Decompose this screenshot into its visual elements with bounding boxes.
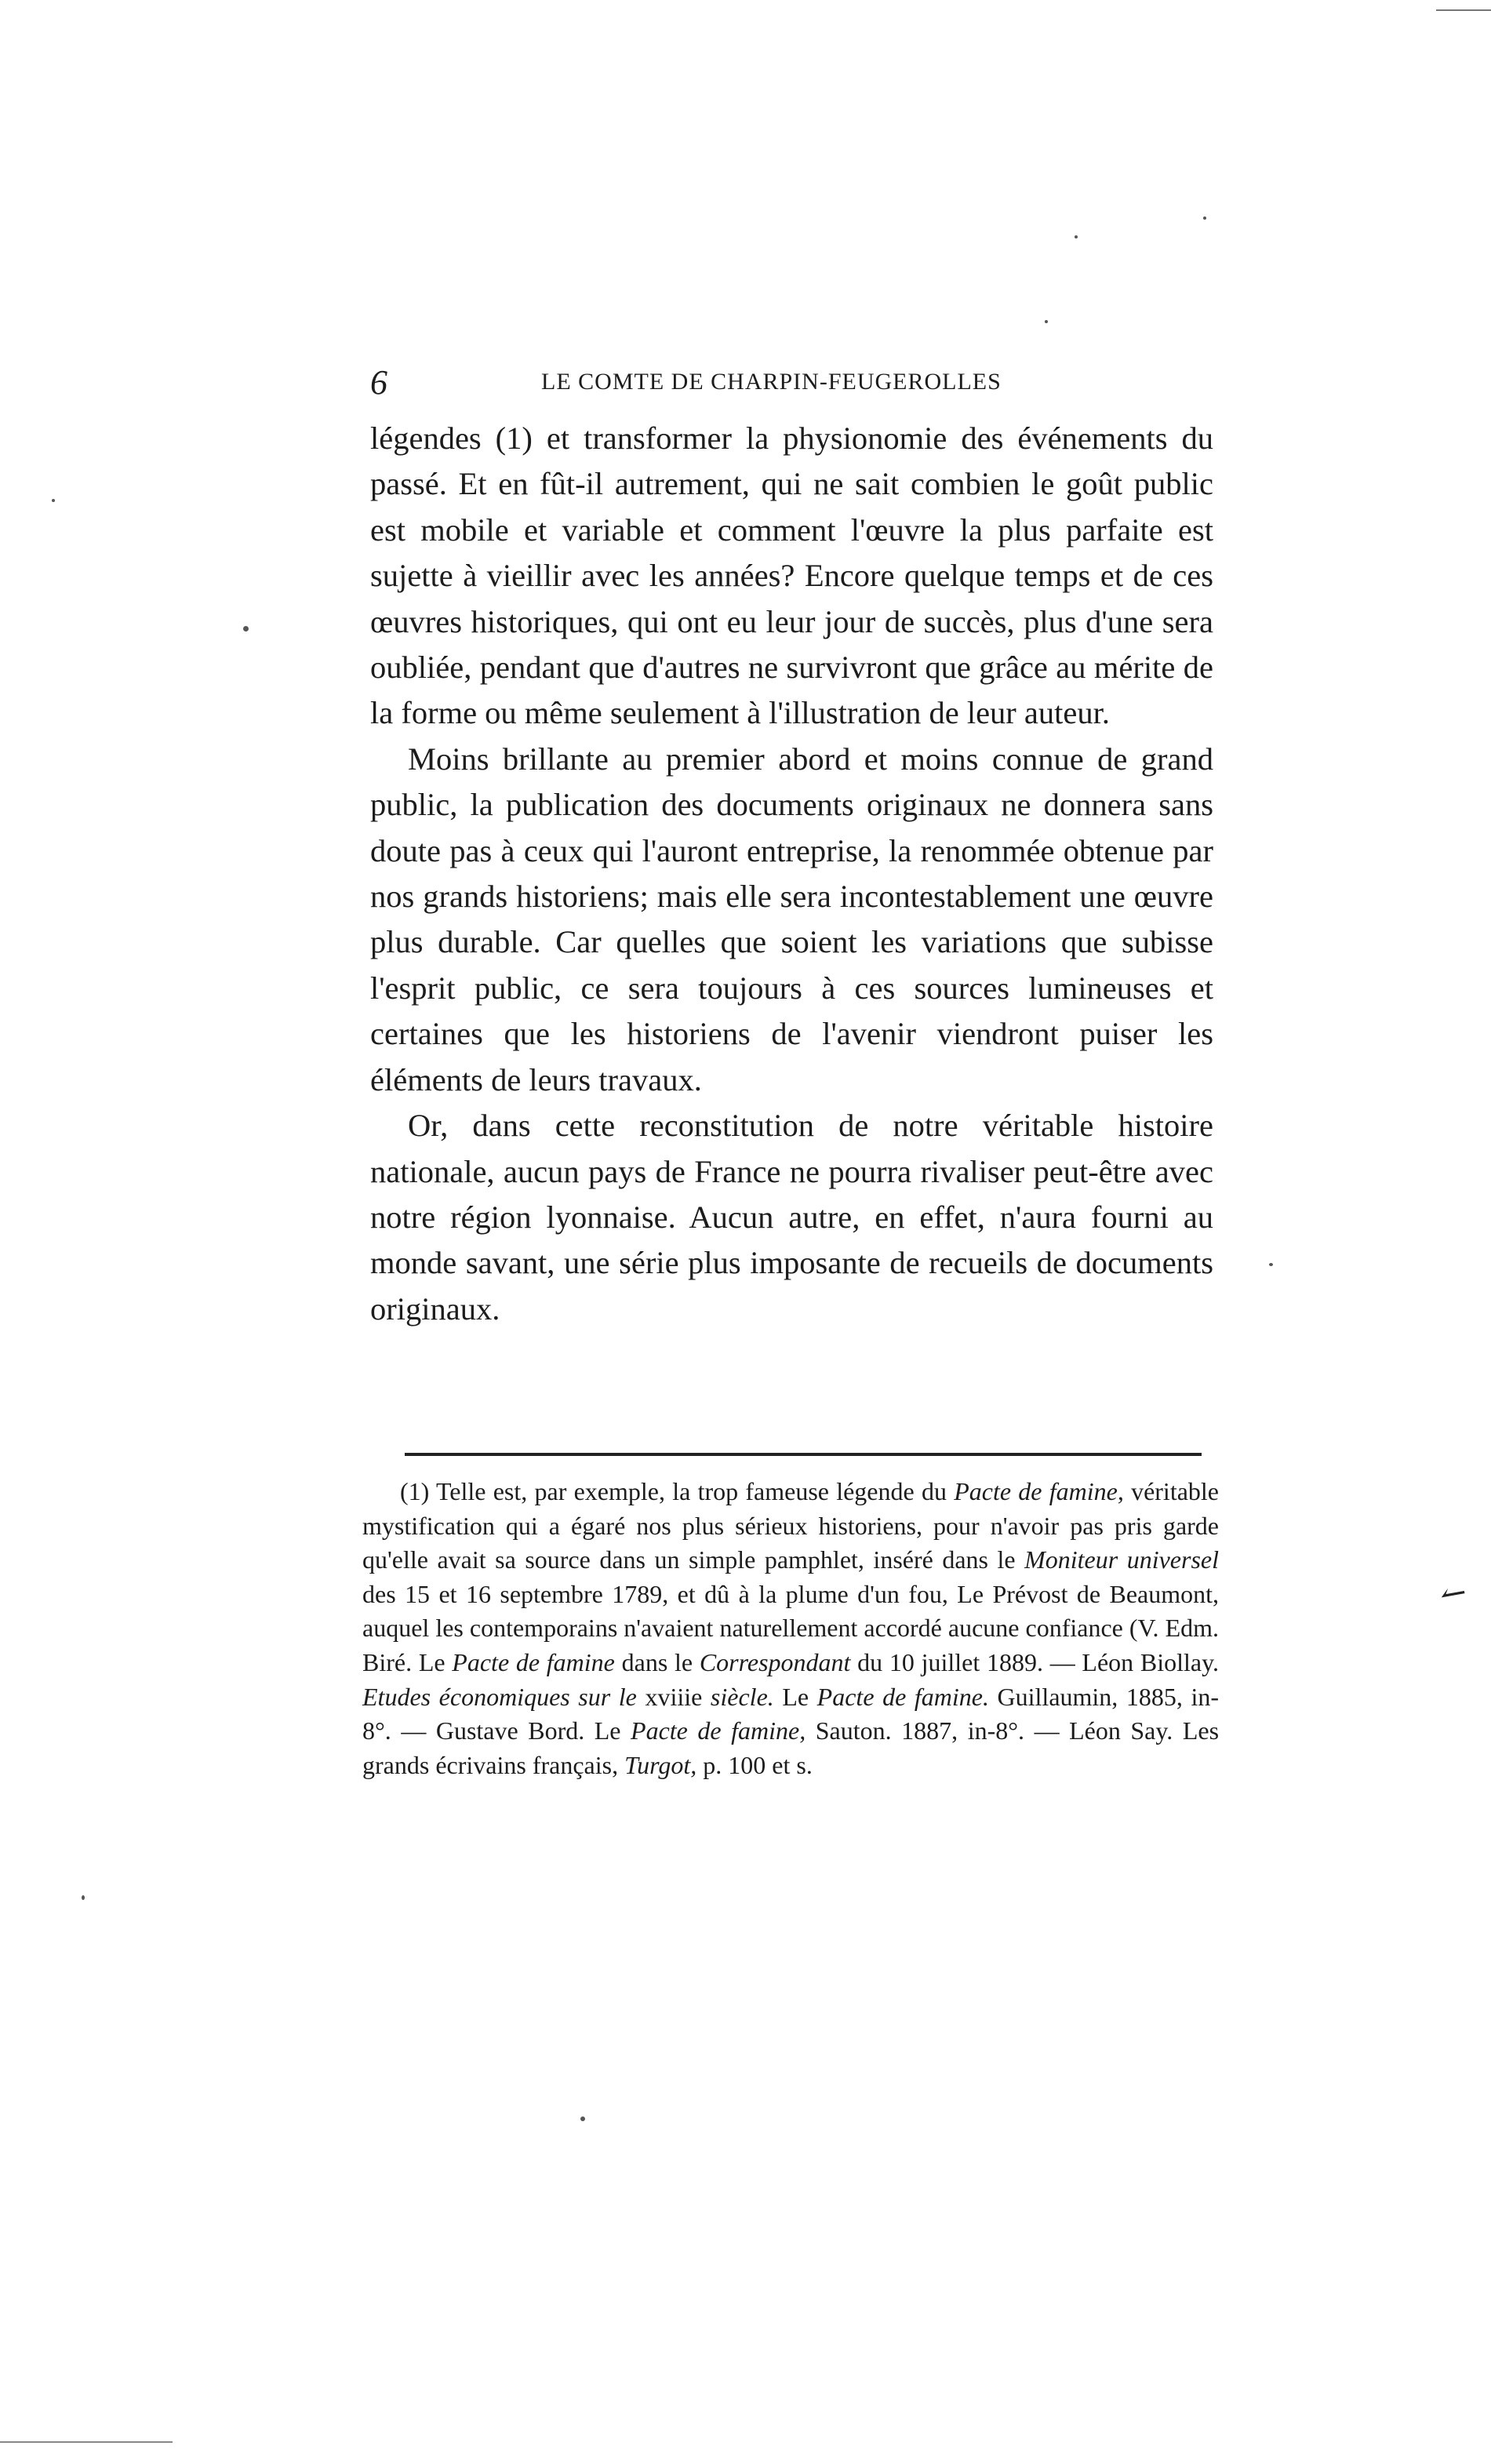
footnote-italic: siècle. [710,1682,774,1711]
speck [580,2116,585,2121]
footnote-text: p. 100 et s. [696,1750,813,1779]
speck [1269,1263,1273,1266]
scan-edge-mark [0,2441,173,2443]
speck [243,626,249,631]
footnote-italic: Moniteur universel [1024,1545,1220,1574]
paragraph-3: Or, dans cette reconstitution de notre véritable histoire nationale, aucun pays de France ne pourra rivaliser peut-être avec notre région lyonnaise. Aucun autre, en effet, n'aura fourni au monde savant, une série plus imposante de recueils de documents originaux. [370,1108,1213,1327]
footnote-italic: Pacte de famine, [631,1716,806,1745]
speck [52,499,55,502]
footnote-text: xviiie [636,1682,711,1711]
speck [1203,217,1206,220]
scan-edge-mark [1436,9,1491,11]
main-text [370,416,1213,1332]
footnote-italic: Correspondant [699,1647,851,1676]
footnote-italic: Turgot, [624,1750,697,1779]
paragraph-1: légendes (1) et transformer la physionomie des événements du passé. Et en fût-il autrement, qui ne sait combien le goût public est mobile et variable et comment l'œuvre la plus parfaite est sujette à vieillir avec les années? Encore quelque temps et de ces œuvres historiques, qui ont eu leur jour de succès, plus d'une sera oubliée, pendant que d'autres ne survivront que grâce au mérite de la forme ou même seulement à l'illustration de leur auteur. [370,420,1213,731]
margin-pen-mark-icon: ↼ [1437,1574,1470,1614]
speck [82,1895,85,1900]
footnote-italic: Etudes économiques sur le [362,1682,637,1711]
footnote-text: des 15 et 16 septembre 1789, et dû à la plume d'un fou, Le Prévost de Beaumont, auquel les contemporains n'avaient naturellement accordé aucune confiance (V. Edm. Biré. Le [362,1579,1219,1676]
footnote-text: Sauton. 1887, in-8°. — Léon Say. Les grands écrivains français, [362,1716,1220,1779]
running-title: LE COMTE DE CHARPIN-FEUGEROLLES [541,369,1002,395]
page-header [370,362,1231,402]
speck [1045,320,1048,323]
footnote-text: Le [773,1682,817,1711]
footnote-text: du 10 juillet 1889. — Léon Biollay. [850,1647,1220,1676]
footnote-italic: Pacte de famine, [954,1477,1124,1505]
footnote-italic: Pacte de famine. [816,1682,989,1711]
page-number: 6 [370,363,387,402]
footnote-text: Guillaumin, 1885, in-8°. — Gustave Bord. Le [362,1682,1220,1745]
footnote-separator [405,1453,1202,1456]
footnote-text: dans le [614,1647,700,1676]
footnote-text: véritable mystification qui a égaré nos plus sérieux historiens, pour n'avoir pas pris garde qu'elle avait sa source dans un simple pamphlet, inséré dans le [362,1477,1220,1574]
footnote-text: (1) Telle est, par exemple, la trop fameuse légende du [400,1477,955,1505]
paragraph-2: Moins brillante au premier abord et moins connue de grand public, la publication des documents originaux ne donnera sans doute pas à ceux qui l'auront entreprise, la renommée obtenue par nos grands historiens; mais elle sera incontestablement une œuvre plus durable. Car quelles que soient les variations que subisse l'esprit public, ce sera toujours à ces sources lumineuses et certaines que les historiens de l'avenir viendront puiser les éléments de leurs travaux. [370,741,1213,1097]
footnote-1 [362,1475,1219,1782]
footnote-italic: Pacte de famine [452,1647,615,1676]
speck [1075,235,1078,238]
